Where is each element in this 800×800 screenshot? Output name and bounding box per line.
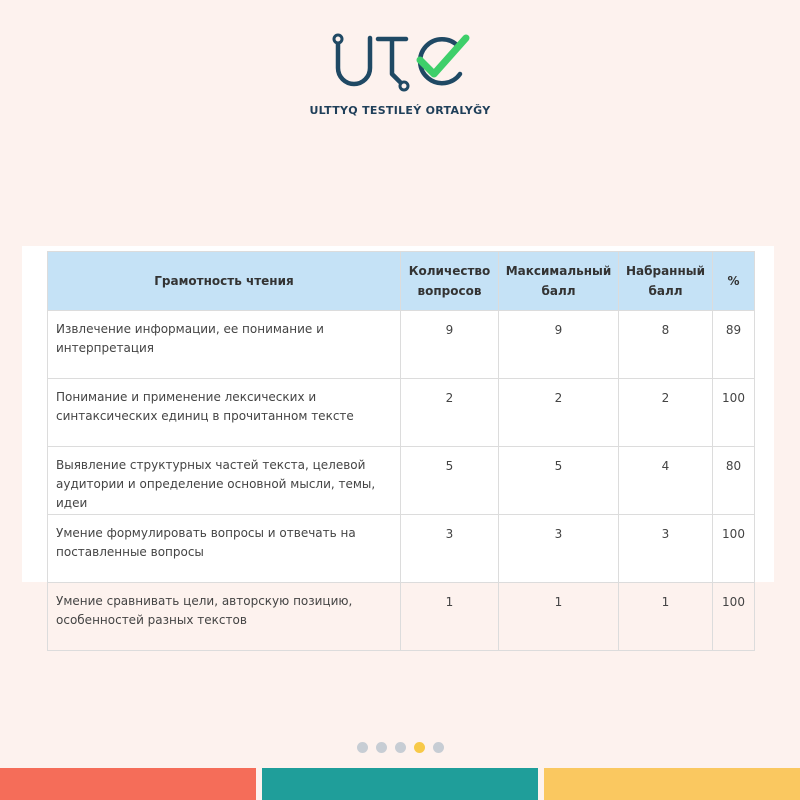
row-scored: 2 bbox=[619, 379, 713, 447]
row-percent: 80 bbox=[713, 447, 755, 515]
row-max-score: 5 bbox=[499, 447, 619, 515]
carousel-dots bbox=[0, 742, 800, 753]
table-row bbox=[48, 515, 755, 583]
table-row bbox=[48, 379, 755, 447]
carousel-dot-5[interactable] bbox=[433, 742, 444, 753]
header-scored: Набранный балл bbox=[619, 252, 713, 311]
logo-node-u bbox=[334, 35, 342, 43]
logo-mark bbox=[320, 30, 480, 92]
row-scored: 8 bbox=[619, 311, 713, 379]
footer-bar-yellow bbox=[544, 768, 800, 800]
results-card bbox=[22, 246, 774, 627]
footer-color-bars bbox=[0, 768, 800, 800]
carousel-dot-3[interactable] bbox=[395, 742, 406, 753]
row-skill: Умение сравнивать цели, авторскую позицию, особенностей разных текстов bbox=[48, 583, 401, 651]
carousel-dot-4[interactable] bbox=[414, 742, 425, 753]
row-question-count: 3 bbox=[401, 515, 499, 583]
table-header-row bbox=[48, 252, 755, 311]
footer-bar-teal bbox=[262, 768, 538, 800]
results-table bbox=[47, 251, 755, 651]
row-skill: Извлечение информации, ее понимание и интерпретация bbox=[48, 311, 401, 379]
logo-letter-t bbox=[378, 39, 406, 82]
logo-caption: ULTTYQ TESTILEÝ ORTALYĞY bbox=[309, 104, 491, 117]
row-skill: Понимание и применение лексических и синтаксических единиц в прочитанном тексте bbox=[48, 379, 401, 447]
row-max-score: 3 bbox=[499, 515, 619, 583]
row-question-count: 1 bbox=[401, 583, 499, 651]
table-row bbox=[48, 447, 755, 515]
header-reading-literacy: Грамотность чтения bbox=[48, 252, 401, 311]
row-skill: Выявление структурных частей текста, целевой аудитории и определение основной мысли, темы, идеи bbox=[48, 447, 401, 515]
row-question-count: 5 bbox=[401, 447, 499, 515]
header-question-count: Количество вопросов bbox=[401, 252, 499, 311]
row-percent: 100 bbox=[713, 379, 755, 447]
row-percent: 100 bbox=[713, 583, 755, 651]
row-scored: 4 bbox=[619, 447, 713, 515]
carousel-dot-2[interactable] bbox=[376, 742, 387, 753]
row-max-score: 2 bbox=[499, 379, 619, 447]
row-max-score: 1 bbox=[499, 583, 619, 651]
row-max-score: 9 bbox=[499, 311, 619, 379]
row-percent: 89 bbox=[713, 311, 755, 379]
row-scored: 3 bbox=[619, 515, 713, 583]
table-row bbox=[48, 583, 755, 651]
header-max-score: Максимальный балл bbox=[499, 252, 619, 311]
row-scored: 1 bbox=[619, 583, 713, 651]
header-percent: % bbox=[713, 252, 755, 311]
row-skill: Умение формулировать вопросы и отвечать на поставленные вопросы bbox=[48, 515, 401, 583]
table-row bbox=[48, 311, 755, 379]
row-question-count: 9 bbox=[401, 311, 499, 379]
row-question-count: 2 bbox=[401, 379, 499, 447]
carousel-dot-1[interactable] bbox=[357, 742, 368, 753]
logo bbox=[0, 30, 800, 117]
logo-letter-u bbox=[338, 38, 370, 84]
logo-node-t bbox=[400, 82, 408, 90]
row-percent: 100 bbox=[713, 515, 755, 583]
footer-bar-coral bbox=[0, 768, 256, 800]
